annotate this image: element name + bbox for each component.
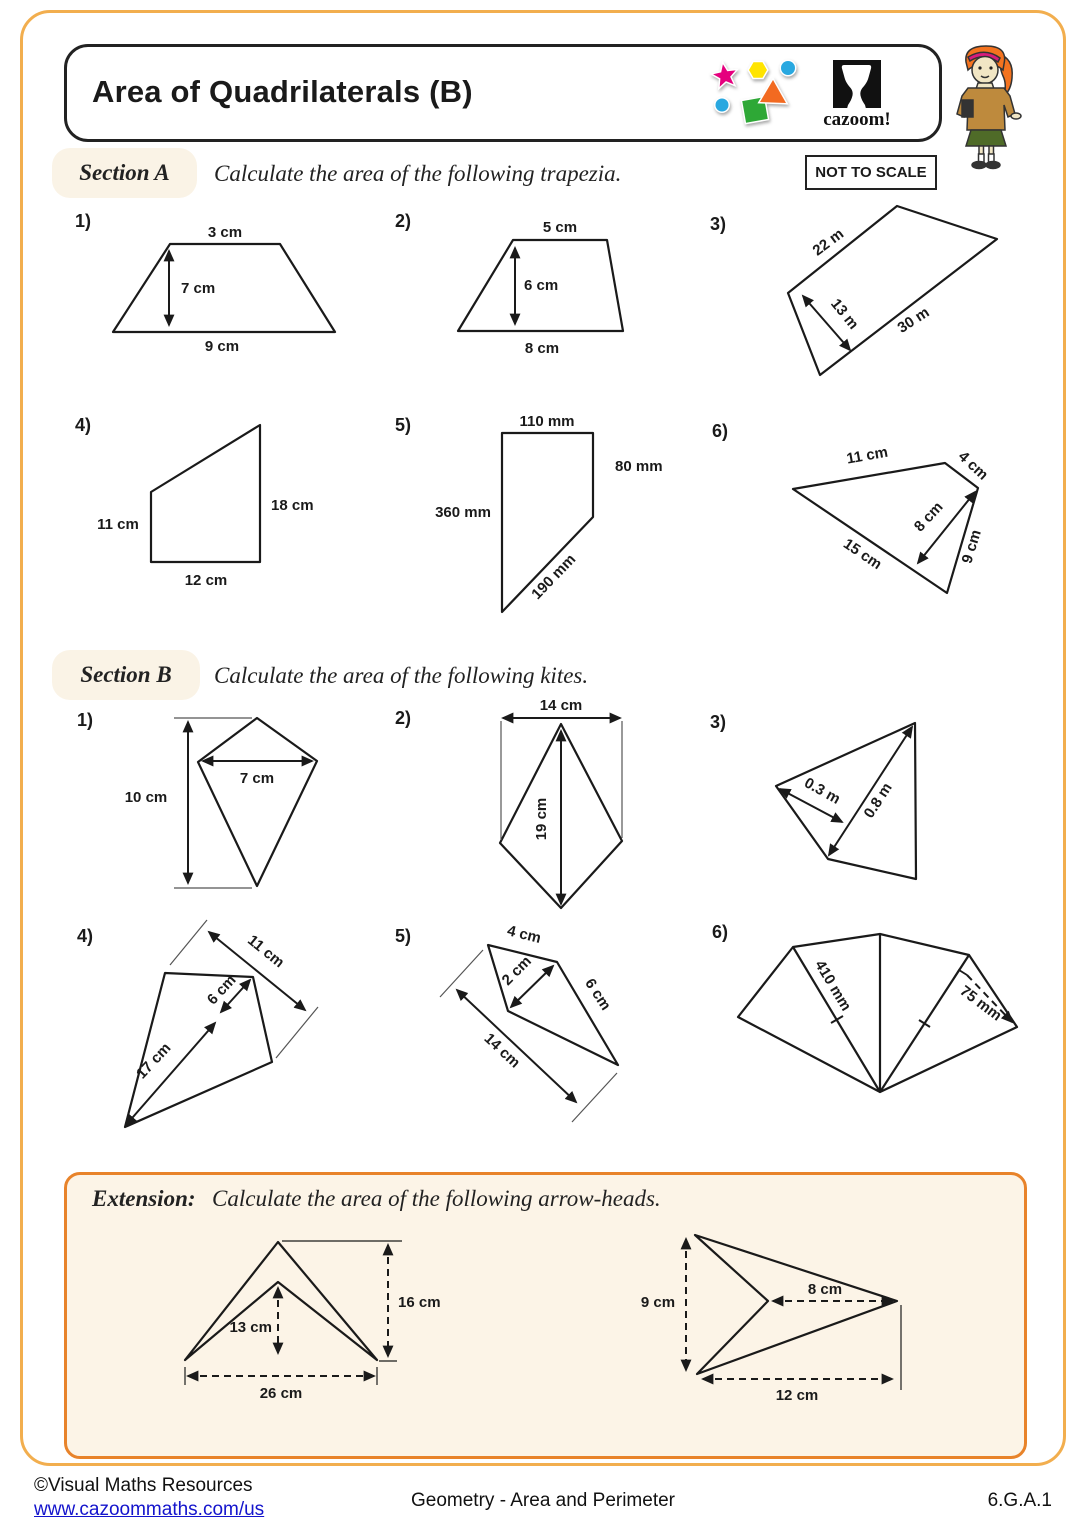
dimension-label: 8 cm: [807, 1281, 843, 1298]
standard-code: 6.G.A.1: [987, 1490, 1052, 1511]
dimension-label: 14 cm: [539, 697, 583, 714]
dimension-label: 3 cm: [207, 224, 243, 241]
figure-kite-b3: [728, 703, 1038, 903]
dimension-label: 7 cm: [181, 280, 216, 297]
logo-text: cazoom!: [823, 109, 891, 130]
dimension-label: 13 cm: [229, 1319, 272, 1336]
dimension-label: 9 cm: [204, 338, 240, 355]
figure-double-kite-b6: [725, 922, 1055, 1112]
kite-shape: [198, 718, 317, 886]
extension-line: [572, 1073, 617, 1122]
problem-number-a6: 6): [712, 421, 729, 441]
dimension-label: 5 cm: [542, 219, 578, 236]
figure-arrowhead-2: [630, 1223, 960, 1413]
double-kite-shape: [738, 934, 1017, 1092]
kite-shape: [125, 973, 272, 1127]
dimension-label: 7 cm: [239, 770, 275, 787]
long-dimension-arrow: [457, 990, 576, 1102]
dimension-label: 4 cm: [505, 922, 543, 948]
problem-number-b5: 5): [395, 926, 412, 946]
dimension-label: 6 cm: [203, 971, 240, 1009]
dimension-label: 110 mm: [519, 413, 575, 430]
cazoom-logo: [813, 56, 897, 130]
dimension-label: 8 cm: [910, 498, 947, 536]
dimension-label: 0.8 m: [860, 779, 896, 822]
dimension-label: 8 cm: [524, 340, 560, 357]
dimension-label: 360 mm: [435, 504, 491, 521]
dimension-label: 19 cm: [533, 797, 550, 841]
figure-arrowhead-1: [150, 1228, 495, 1408]
page-title: Area of Quadrilaterals (B): [92, 74, 473, 109]
extension-label: Extension:: [92, 1186, 196, 1211]
logo-shapes-icon: [710, 56, 802, 132]
section-b-instruction: Calculate the area of the following kites.: [214, 663, 589, 688]
dimension-label: 2 cm: [498, 952, 535, 989]
dimension-label: 6 cm: [524, 277, 559, 294]
figure-trapezium-a2: [420, 219, 670, 362]
dimension-label: 11 cm: [244, 931, 288, 972]
trapezium-shape: [151, 425, 260, 562]
dimension-label: 12 cm: [775, 1387, 819, 1404]
problem-number-a2: 2): [395, 211, 412, 231]
figure-trapezium-a6: [718, 440, 1048, 620]
problem-number-a4: 4): [75, 415, 92, 435]
dimension-label: 4 cm: [954, 447, 992, 484]
extension-line: [440, 950, 483, 997]
problem-number-a1: 1): [75, 211, 92, 231]
problem-number-b2: 2): [395, 708, 412, 728]
footer-subject: Geometry - Area and Perimeter: [411, 1490, 675, 1511]
figure-trapezium-a4: [90, 418, 390, 593]
problem-number-b6: 6): [712, 922, 729, 942]
figure-kite-b5: [420, 913, 710, 1163]
tick-mark: [919, 1020, 930, 1027]
dimension-label: 13 m: [827, 295, 862, 333]
problem-number-b3: 3): [710, 712, 727, 732]
figure-kite-b4: [85, 918, 405, 1153]
figure-kite-b2: [430, 697, 690, 920]
extension-instruction: Calculate the area of the following arrow-heads.: [212, 1186, 661, 1211]
hexagon-icon: [749, 62, 767, 78]
mascot-illustration: [938, 40, 1034, 172]
arrowhead-shape: [695, 1235, 897, 1374]
not-to-scale-badge: NOT TO SCALE: [805, 155, 937, 190]
dimension-label: 6 cm: [581, 975, 615, 1014]
problem-number-a3: 3): [710, 214, 727, 234]
dimension-label: 75 mm: [956, 982, 1005, 1025]
extension-line: [276, 1007, 318, 1058]
copyright-text: ©Visual Maths Resources: [34, 1475, 253, 1496]
trapezium-shape: [113, 244, 335, 332]
section-b-label: Section B: [52, 650, 200, 700]
problem-number-b4: 4): [77, 926, 94, 946]
trapezium-shape: [788, 206, 997, 375]
small-circle-icon: [716, 99, 729, 112]
figure-kite-b1: [90, 703, 380, 903]
dimension-label: 16 cm: [398, 1294, 441, 1311]
figure-trapezium-a1: [95, 222, 365, 357]
trapezium-shape: [793, 463, 978, 593]
dimension-label: 17 cm: [132, 1039, 175, 1083]
dimension-label: 9 cm: [958, 527, 985, 566]
dimension-label: 26 cm: [259, 1385, 303, 1402]
dimension-label: 15 cm: [840, 535, 885, 574]
problem-number-b1: 1): [77, 710, 94, 730]
figure-trapezium-a3: [720, 195, 1040, 390]
dimension-label: 0.3 m: [801, 774, 844, 808]
dimension-label: 80 mm: [615, 458, 663, 475]
dimension-label: 22 m: [809, 225, 848, 260]
section-a-label: Section A: [52, 148, 197, 198]
dimension-label: 410 mm: [811, 957, 855, 1015]
kite-shape: [776, 723, 916, 879]
dimension-label: 14 cm: [480, 1029, 524, 1072]
dimension-label: 11 cm: [97, 516, 139, 533]
mascot-girl: [957, 46, 1021, 169]
arrowhead-shape: [185, 1242, 377, 1360]
dimension-label: 10 cm: [124, 789, 168, 806]
dimension-label: 9 cm: [640, 1294, 676, 1311]
problem-number-a5: 5): [395, 415, 412, 435]
dimension-label: 30 m: [894, 303, 933, 337]
circle-icon: [781, 61, 795, 75]
website-link[interactable]: www.cazoommaths.com/us: [34, 1499, 265, 1520]
figure-trapezium-a5: [430, 413, 710, 628]
dimension-label: 12 cm: [184, 572, 228, 589]
dimension-label: 190 mm: [528, 550, 580, 603]
star-icon: [713, 64, 736, 87]
section-a-instruction: Calculate the area of the following trapezia.: [214, 161, 622, 186]
extension-line: [170, 920, 207, 965]
dimension-label: 18 cm: [271, 497, 314, 514]
dimension-label: 11 cm: [845, 443, 890, 468]
triangle-icon: [760, 80, 786, 103]
